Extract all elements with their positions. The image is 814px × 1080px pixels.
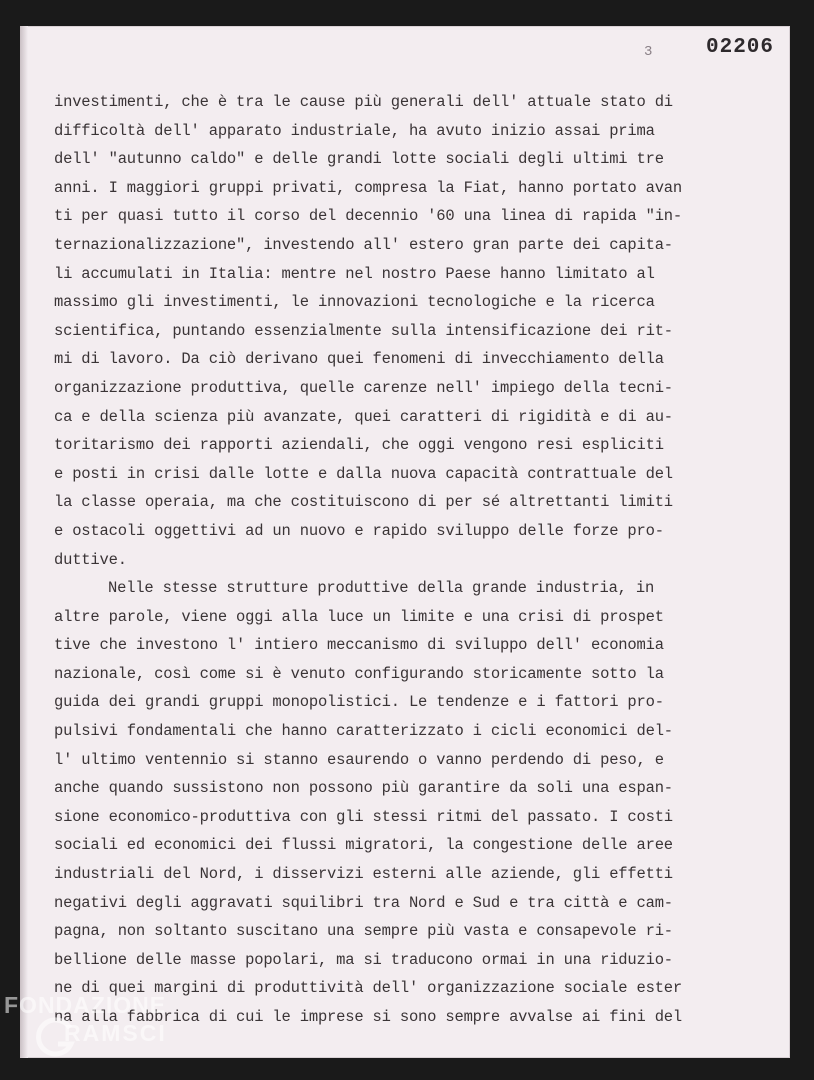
text-line: guida dei grandi gruppi monopolistici. Le tendenze e i fattori pro- bbox=[54, 693, 664, 712]
text-line: ca e della scienza più avanzate, quei caratteri di rigidità e di au- bbox=[54, 407, 673, 426]
document-id-stamp: 02206 bbox=[706, 36, 775, 59]
text-line: li accumulati in Italia: mentre nel nostro Paese hanno limitato al bbox=[54, 264, 655, 283]
document-page bbox=[20, 26, 790, 1058]
text-line: bellione delle masse popolari, ma si traducono ormai in una riduzio- bbox=[54, 950, 673, 969]
text-line: na alla fabbrica di cui le imprese si sono sempre avvalse ai fini del bbox=[54, 1008, 683, 1026]
text-line: toritarismo dei rapporti aziendali, che oggi vengono resi espliciti bbox=[54, 436, 664, 455]
text-line: duttive. bbox=[54, 550, 127, 569]
text-line: l' ultimo ventennio si stanno esaurendo o vanno perdendo di peso, e bbox=[54, 750, 664, 769]
text-line: dell' "autunno caldo" e delle grandi lotte sociali degli ultimi tre bbox=[54, 150, 664, 169]
text-line: ti per quasi tutto il corso del decennio '60 una linea di rapida "in- bbox=[54, 207, 683, 226]
text-line: sione economico-produttiva con gli stessi ritmi del passato. I costi bbox=[54, 807, 673, 826]
text-line: tive che investono l' intiero meccanismo di sviluppo dell' economia bbox=[54, 636, 664, 655]
typewritten-body bbox=[54, 88, 754, 1032]
text-line: mi di lavoro. Da ciò derivano quei fenomeni di invecchiamento della bbox=[54, 350, 664, 369]
text-line: anche quando sussistono non possono più garantire da soli una espan- bbox=[54, 779, 673, 798]
text-line: nazionale, così come si è venuto configurando storicamente sotto la bbox=[54, 664, 664, 683]
text-line: difficoltà dell' apparato industriale, ha avuto inizio assai prima bbox=[54, 121, 655, 140]
text-line: massimo gli investimenti, le innovazioni tecnologiche e la ricerca bbox=[54, 293, 655, 312]
text-line: negativi degli aggravati squilibri tra Nord e Sud e tra città e cam- bbox=[54, 893, 673, 912]
page-number: 3 bbox=[644, 44, 653, 60]
page-edge-shadow bbox=[20, 26, 28, 1058]
text-line: Nelle stesse strutture produttive della grande industria, in bbox=[108, 579, 655, 598]
text-line: e ostacoli oggettivi ad un nuovo e rapido sviluppo delle forze pro- bbox=[54, 521, 664, 540]
text-line: altre parole, viene oggi alla luce un limite e una crisi di prospet bbox=[54, 607, 664, 626]
text-line: scientifica, puntando essenzialmente sulla intensificazione dei rit- bbox=[54, 321, 673, 340]
watermark-line-1: FONDAZIONE bbox=[4, 992, 167, 1018]
text-line: pulsivi fondamentali che hanno caratterizzato i cicli economici del- bbox=[54, 722, 673, 741]
text-line: ne di quei margini di produttività dell' organizzazione sociale ester bbox=[54, 979, 683, 998]
text-line: pagna, non soltanto suscitano una sempre più vasta e consapevole ri- bbox=[54, 922, 673, 941]
text-line: organizzazione produttiva, quelle carenze nell' impiego della tecni- bbox=[54, 378, 673, 397]
text-line: anni. I maggiori gruppi privati, compresa la Fiat, hanno portato avan bbox=[54, 178, 683, 197]
text-line: e posti in crisi dalle lotte e dalla nuova capacità contrattuale del bbox=[54, 464, 673, 483]
text-line: ternazionalizzazione", investendo all' estero gran parte dei capita- bbox=[54, 235, 673, 254]
text-line: investimenti, che è tra le cause più generali dell' attuale stato di bbox=[54, 93, 673, 111]
watermark-line-2: RAMSCI bbox=[64, 1020, 167, 1046]
text-line: la classe operaia, ma che costituiscono di per sé altrettanti limiti bbox=[54, 493, 673, 512]
fondazione-gramsci-watermark bbox=[4, 988, 224, 1068]
text-line: industriali del Nord, i disservizi esterni alle aziende, gli effetti bbox=[54, 865, 673, 884]
text-line: sociali ed economici dei flussi migratori, la congestione delle aree bbox=[54, 836, 673, 855]
